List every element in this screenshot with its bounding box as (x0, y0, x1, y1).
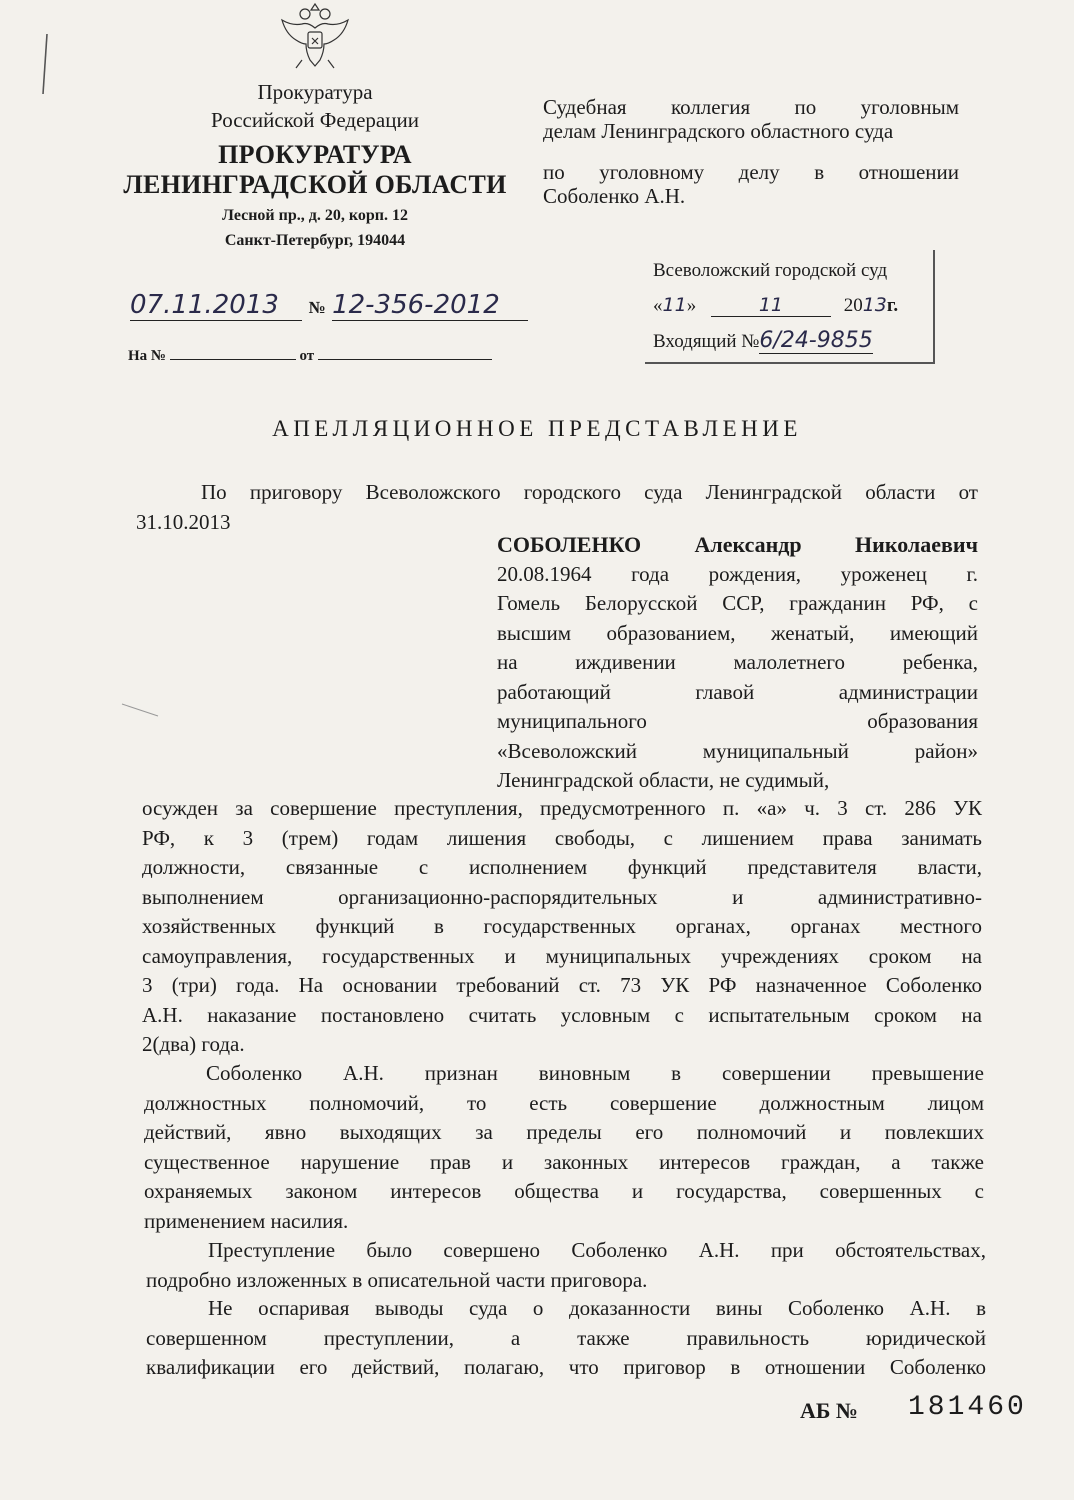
stamp-date: «11» 11 2013г. (653, 294, 899, 316)
sentence-paragraph (142, 794, 982, 1060)
defendant-detail-line: Гомель Белорусской ССР, гражданин РФ, с (497, 591, 978, 615)
org-main-line-2: ЛЕНИНГРАДСКОЙ ОБЛАСТИ (123, 170, 507, 199)
outgoing-date: 07.11.2013 (130, 290, 302, 321)
defendant-detail-line: 20.08.1964 года рождения, уроженец г. (497, 561, 978, 586)
guilt-line: Соболенко А.Н. признан виновным в совершении превышение (206, 1061, 984, 1085)
sentence-line: должности, связанные с исполнением функций представителя власти, (142, 855, 982, 879)
form-serial-number: 181460 (908, 1392, 1027, 1423)
defendant-details (497, 560, 978, 796)
reference-from-blank (318, 345, 492, 360)
reference-line (128, 345, 492, 365)
address-line-1: Лесной пр., д. 20, корп. 12 (222, 207, 408, 224)
stamp-date-day: 11 (662, 294, 687, 316)
sentence-line: 3 (три) года. На основании требований ст. 73 УК РФ назначенное Соболенко (142, 973, 982, 997)
defendant-detail-line: «Всеволожский муниципальный район» (497, 738, 978, 763)
argument-line: квалификации его действий, полагаю, что приговор в отношении Соболенко (146, 1355, 986, 1379)
org-line-1: Прокуратура (257, 80, 373, 104)
org-line-2: Российской Федерации (211, 108, 419, 132)
defendant-detail-line: высшим образованием, женатый, имеющий (497, 620, 978, 645)
defendant-detail-line: на иждивении малолетнего ребенка, (497, 650, 978, 674)
staple-mark (40, 32, 50, 96)
sentence-line: хозяйственных функций в государственных органах, органах местного (142, 914, 982, 938)
coat-of-arms-emblem (272, 0, 358, 72)
stamp-year-prefix: 20 (843, 295, 863, 316)
stamp-incoming-number: 6/24-9855 (759, 328, 873, 353)
circumstances-line: Преступление было совершено Соболенко А.Н. при обстоятельствах, (208, 1238, 986, 1262)
outgoing-number-sign: № (308, 298, 326, 317)
address-line-2: Санкт-Петербург, 194044 (224, 232, 406, 249)
addressee-line-3: по уголовному делу в отношении (543, 160, 959, 184)
stamp-incoming (653, 328, 873, 354)
outgoing-number: 12-356-2012 (332, 290, 528, 321)
stamp-incoming-label: Входящий № (653, 331, 760, 352)
prosecutor-office-header (150, 78, 480, 134)
argument-line: совершенном преступлении, а также правильность юридической (146, 1325, 986, 1350)
defendant-block (497, 530, 978, 796)
stamp-year-label: г. (886, 295, 899, 316)
office-address (150, 203, 480, 253)
document-title: АПЕЛЛЯЦИОННОЕ ПРЕДСТАВЛЕНИЕ (272, 416, 802, 441)
defendant-name: СОБОЛЕНКО Александр Николаевич (497, 532, 978, 557)
addressee-case (543, 160, 959, 208)
regional-office-title (120, 140, 510, 200)
argument-line: Не оспаривая выводы суда о доказанности вины Соболенко А.Н. в (208, 1296, 986, 1320)
sentence-line: РФ, к 3 (трем) годам лишения свободы, с лишением права занимать (142, 825, 982, 850)
stamp-court-name: Всеволожский городской суд (653, 260, 888, 281)
sentence-line: осужден за совершение преступления, предусмотренного п. «а» ч. 3 ст. 286 УК (142, 796, 982, 820)
defendant-detail-line: работающий главой администрации (497, 679, 978, 704)
defendant-detail-line: Ленинградской области, не судимый, (497, 768, 830, 792)
reference-number-blank (170, 345, 296, 360)
reference-number-label: На № (128, 348, 166, 364)
addressee-court (543, 95, 959, 143)
court-receipt-stamp (645, 250, 935, 364)
form-series-label: АБ № (800, 1398, 859, 1423)
guilt-line: охраняемых законом интересов общества и государства, совершенных с (144, 1179, 984, 1203)
org-main-line-1: ПРОКУРАТУРА (218, 140, 412, 169)
circumstances-paragraph (146, 1236, 986, 1295)
addressee-line-2: делам Ленинградского областного суда (543, 119, 894, 143)
addressee-line-1: Судебная коллегия по уголовным (543, 95, 959, 119)
stamp-date-month: 11 (711, 294, 831, 317)
sentence-line: выполнением организационно-распорядительных и административно- (142, 884, 982, 909)
reference-from-label: от (299, 348, 315, 364)
stamp-year-suffix: 13 (862, 294, 887, 316)
intro-line-2: 31.10.2013 (136, 509, 231, 534)
guilt-paragraph (144, 1059, 984, 1236)
sentence-line: А.Н. наказание постановлено считать условным с испытательным сроком на (142, 1002, 982, 1027)
guilt-line: действий, явно выходящих за пределы его полномочий и повлекших (144, 1120, 984, 1144)
scan-fold-mark (120, 700, 160, 720)
addressee-line-4: Соболенко А.Н. (543, 184, 686, 208)
intro-paragraph (136, 478, 978, 537)
sentence-line: 2(два) года. (142, 1032, 245, 1056)
sentence-line: самоуправления, государственных и муниципальных учреждениях сроком на (142, 943, 982, 968)
circumstances-line: подробно изложенных в описательной части приговора. (146, 1267, 648, 1292)
guilt-line: существенное нарушение прав и законных интересов граждан, а также (144, 1149, 984, 1174)
intro-line-1: По приговору Всеволожского городского суда Ленинградской области от (201, 480, 978, 504)
defendant-detail-line: муниципального образования (497, 709, 978, 733)
guilt-line: применением насилия. (144, 1208, 349, 1233)
outgoing-registration (130, 290, 530, 321)
guilt-line: должностных полномочий, то есть совершение должностным лицом (144, 1090, 984, 1115)
argument-paragraph (146, 1294, 986, 1383)
